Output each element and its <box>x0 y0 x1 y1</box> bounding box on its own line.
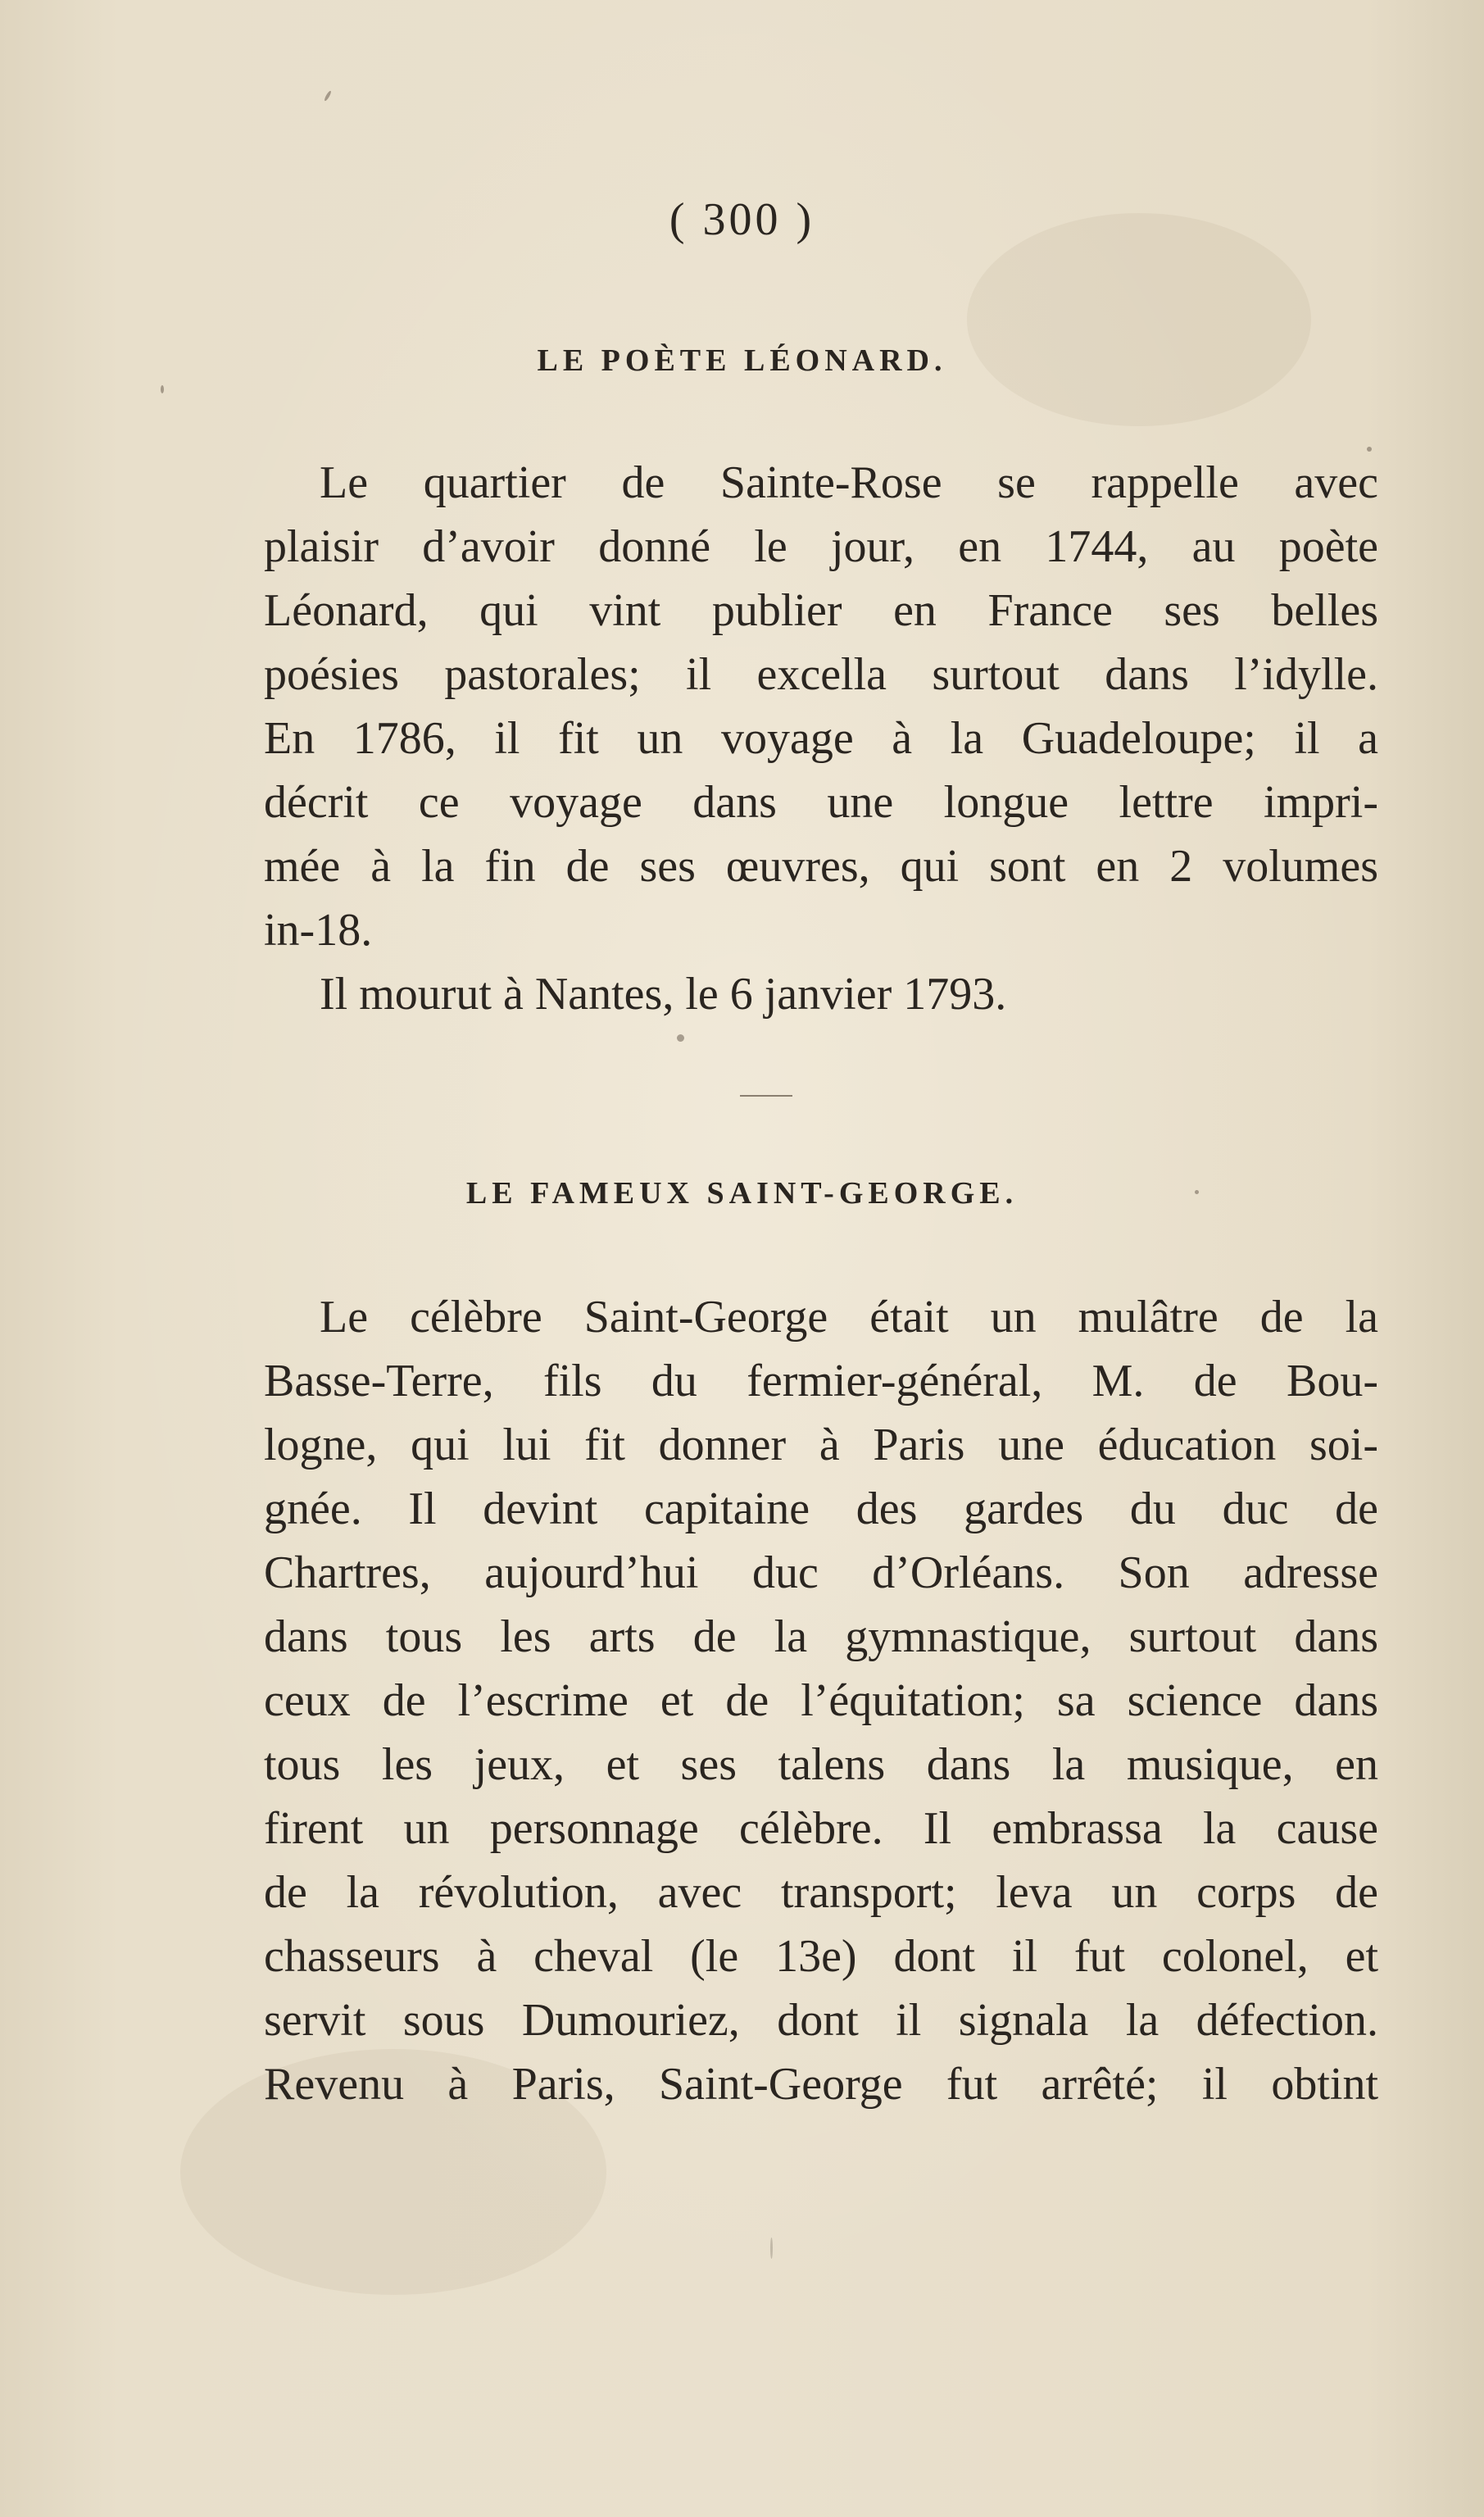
paper-speck <box>677 1034 684 1042</box>
text-line: plaisir d’avoir donné le jour, en 1744, au poète <box>264 521 1378 572</box>
text-line: tous les jeux, et ses talens dans la musique, en <box>264 1739 1378 1790</box>
page-number: ( 300 ) <box>669 194 815 245</box>
text-line: décrit ce voyage dans une longue lettre impri- <box>264 777 1378 828</box>
paper-speck <box>161 385 164 393</box>
paper-speck <box>770 2238 773 2259</box>
text-line: ceux de l’escrime et de l’équitation; sa science dans <box>264 1675 1378 1726</box>
paper-speck <box>324 90 332 102</box>
text-line: Revenu à Paris, Saint-George fut arrêté; il obtint <box>264 2059 1378 2110</box>
section-body-saint-george <box>264 1285 1378 2116</box>
text-line: chasseurs à cheval (le 13e) dont il fut colonel, et <box>264 1931 1378 1982</box>
text-line: de la révolution, avec transport; leva un corps de <box>264 1867 1378 1918</box>
text-line: Le quartier de Sainte-Rose se rappelle avec <box>320 457 1378 508</box>
text-line: Basse-Terre, fils du fermier-général, M. de Bou- <box>264 1356 1378 1406</box>
text-line: dans tous les arts de la gymnastique, surtout dans <box>264 1611 1378 1662</box>
text-line: poésies pastorales; il excella surtout dans l’idylle. <box>264 649 1378 700</box>
section-heading-saint-george: LE FAMEUX SAINT-GEORGE. <box>465 1176 1019 1211</box>
section-body-leonard <box>264 451 1378 1026</box>
text-line: En 1786, il fit un voyage à la Guadeloupe; il a <box>264 713 1378 764</box>
text-line: Il mourut à Nantes, le 6 janvier 1793. <box>320 969 1007 1020</box>
text-line: logne, qui lui fit donner à Paris une éducation soi- <box>264 1420 1378 1470</box>
section-divider <box>740 1095 792 1097</box>
text-line: gnée. Il devint capitaine des gardes du duc de <box>264 1483 1378 1534</box>
text-line: firent un personnage célèbre. Il embrassa la cause <box>264 1803 1378 1854</box>
text-line: in-18. <box>264 905 373 956</box>
section-heading-leonard: LE POÈTE LÉONARD. <box>537 343 947 378</box>
text-line: servit sous Dumouriez, dont il signala la défection. <box>264 1995 1378 2046</box>
text-line: mée à la fin de ses œuvres, qui sont en 2 volumes <box>264 841 1378 892</box>
text-line: Chartres, aujourd’hui duc d’Orléans. Son adresse <box>264 1547 1378 1598</box>
text-line: Le célèbre Saint-George était un mulâtre de la <box>320 1292 1378 1343</box>
text-line: Léonard, qui vint publier en France ses belles <box>264 585 1378 636</box>
